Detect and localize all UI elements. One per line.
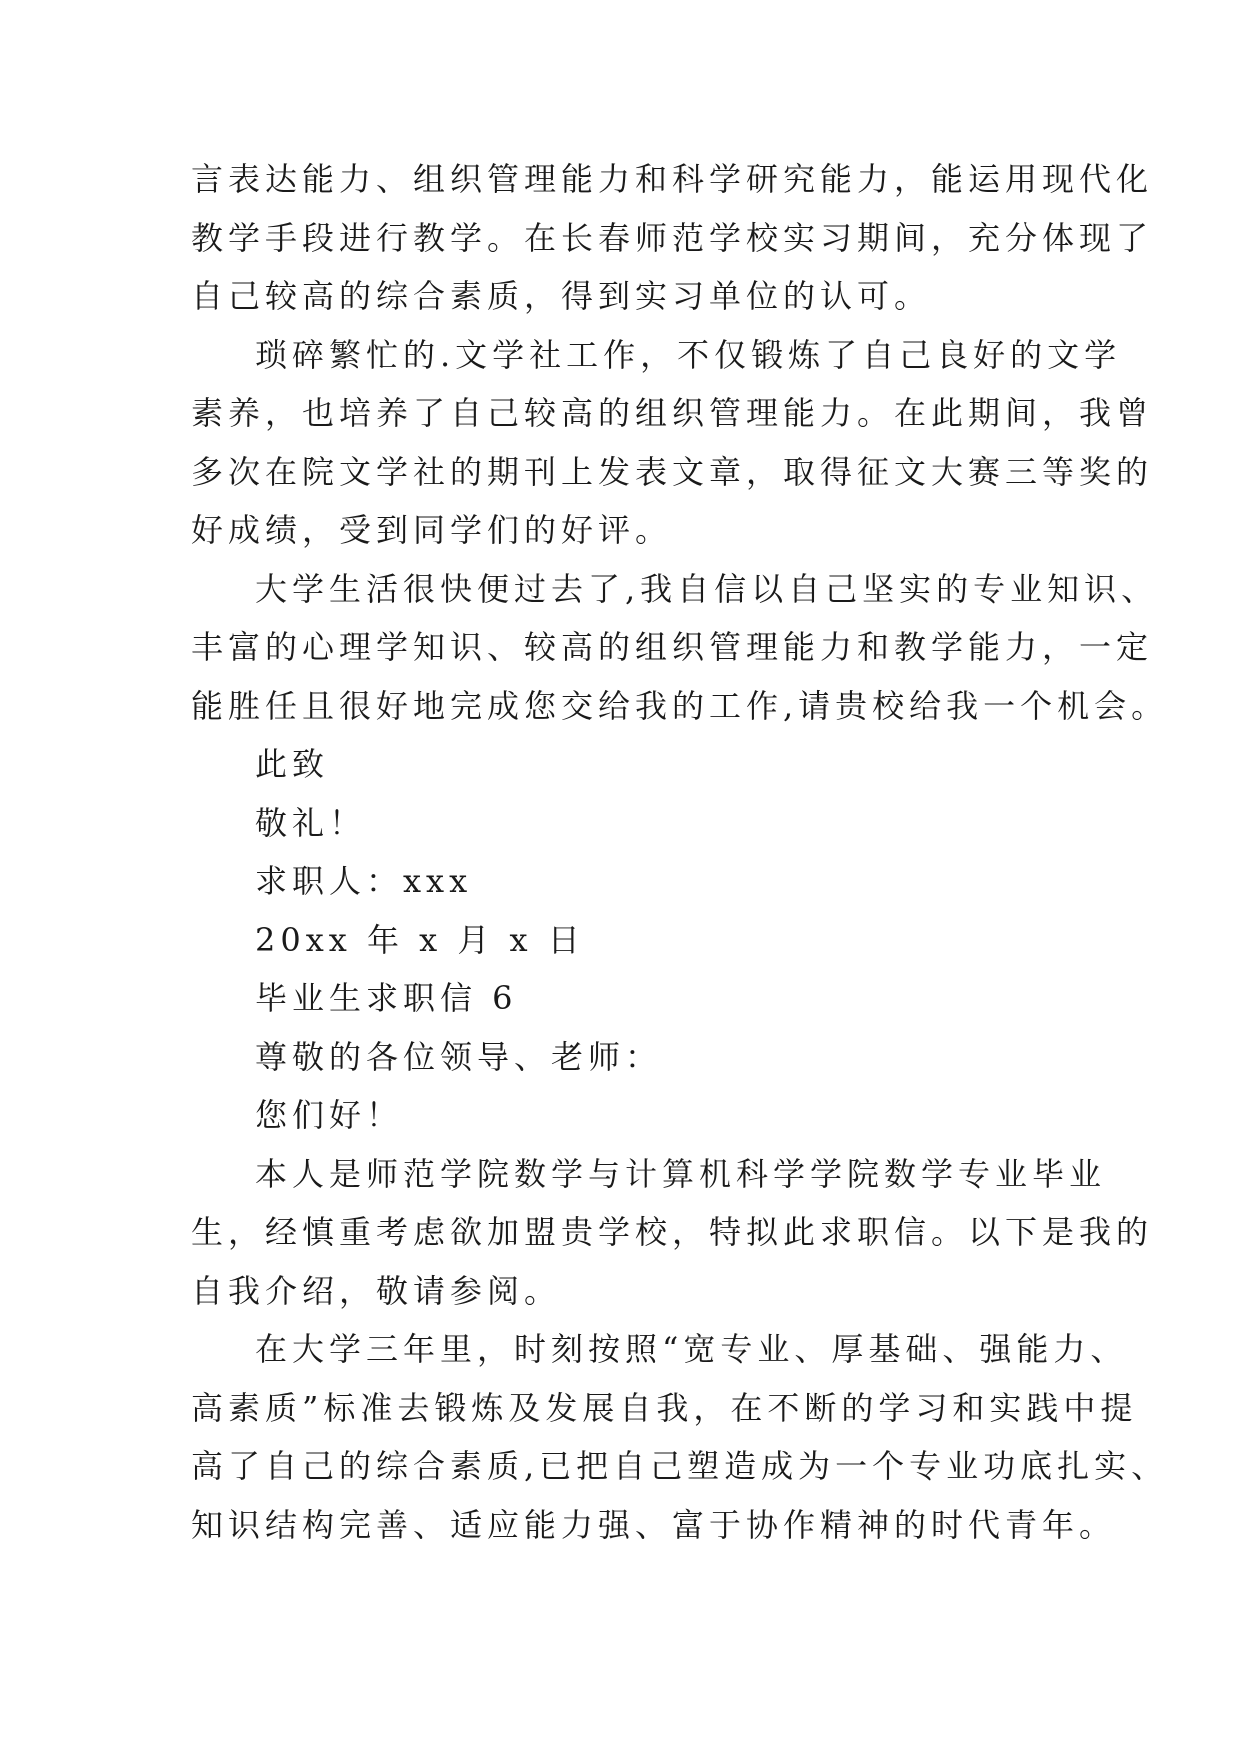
- paragraph-line: 生，经慎重考虑欲加盟贵学校，特拟此求职信。以下是我的: [191, 1213, 1154, 1251]
- closing-salutation: 此致: [255, 745, 330, 783]
- paragraph-line: 好成绩，受到同学们的好评。: [191, 511, 673, 549]
- paragraph-line: 言表达能力、组织管理能力和科学研究能力，能运用现代化: [191, 160, 1154, 198]
- greeting-recipient: 尊敬的各位领导、老师：: [255, 1037, 663, 1076]
- closing-regards: 敬礼！: [255, 803, 367, 842]
- paragraph-line: 知识结构完善、适应能力强、富于协作精神的时代青年。: [191, 1505, 1117, 1544]
- paragraph-line: 素养，也培养了自己较高的组织管理能力。在此期间，我曾: [191, 394, 1154, 432]
- paragraph-line: 教学手段进行教学。在长春师范学校实习期间，充分体现了: [191, 218, 1154, 257]
- paragraph-line: 丰富的心理学知识、较高的组织管理能力和教学能力，一定: [191, 628, 1154, 666]
- paragraph-line: 本人是师范学院数学与计算机科学学院数学专业毕业: [255, 1154, 1107, 1193]
- greeting: 您们好！: [255, 1096, 404, 1134]
- paragraph-line: 大学生活很快便过去了,我自信以自己坚实的专业知识、: [255, 569, 1159, 608]
- paragraph-line: 多次在院文学社的期刊上发表文章，取得征文大赛三等奖的: [191, 452, 1154, 491]
- applicant-signature: 求职人：xxx: [255, 862, 473, 900]
- paragraph-line: 高了自己的综合素质,已把自己塑造成为一个专业功底扎实、: [191, 1447, 1169, 1485]
- letter-date: 20xx 年 x 月 x 日: [255, 920, 585, 959]
- paragraph-line: 自我介绍，敬请参阅。: [191, 1271, 562, 1310]
- paragraph-line: 能胜任且很好地完成您交给我的工作,请贵校给我一个机会。: [191, 686, 1169, 725]
- section-title: 毕业生求职信 6: [255, 979, 518, 1017]
- paragraph-line: 在大学三年里，时刻按照“宽专业、厚基础、强能力、: [255, 1330, 1128, 1368]
- paragraph-line: 高素质”标准去锻炼及发展自我，在不断的学习和实践中提: [191, 1388, 1138, 1427]
- paragraph-line: 自己较高的综合素质，得到实习单位的认可。: [191, 277, 932, 315]
- paragraph-line: 琐碎繁忙的.文学社工作，不仅锻炼了自己良好的文学: [255, 335, 1122, 374]
- letter-body: [191, 150, 1169, 1554]
